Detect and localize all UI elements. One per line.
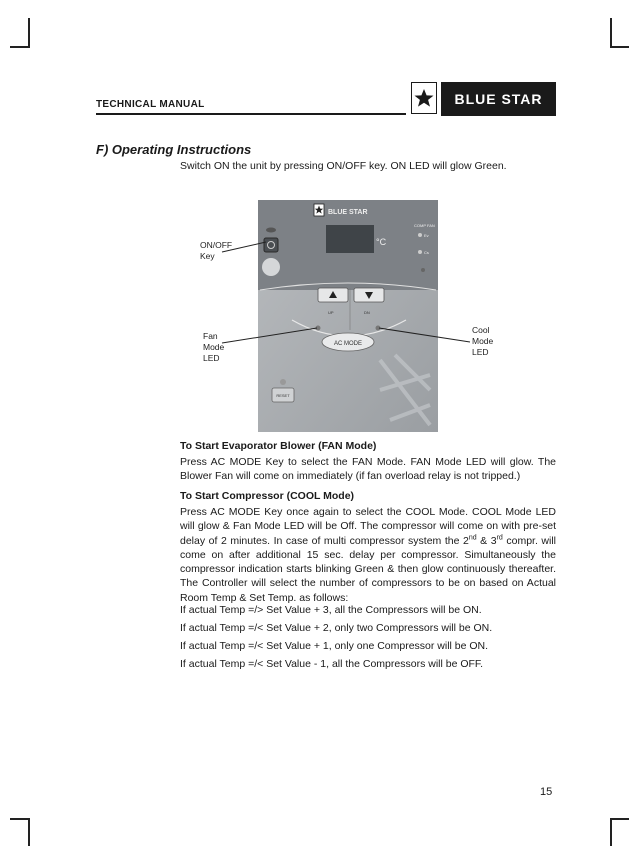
ev-led-icon [418, 233, 422, 237]
fan-mode-text: Press AC MODE Key to select the FAN Mode. FAN Mode LED will glow. The Blower Fan will come on immediately (if fan overload relay is not tripped.) [180, 456, 556, 483]
round-button [262, 258, 280, 276]
intro-text: Switch ON the unit by pressing ON/OFF key. ON LED will glow Green. [180, 160, 507, 172]
manual-title: TECHNICAL MANUAL [96, 99, 205, 110]
cs-led-icon [418, 250, 422, 254]
cool-mode-heading: To Start Compressor (COOL Mode) [180, 490, 355, 502]
panel-brand: BLUE STAR [328, 209, 368, 216]
reset-label: RESET [276, 393, 290, 398]
status-led-icon [421, 268, 425, 272]
crop-mark [28, 18, 30, 48]
dn-label: DN [364, 310, 370, 315]
ev-label: Ev [424, 233, 429, 238]
fan-callout: Fan Mode LED [203, 331, 225, 363]
temp-unit: °C [376, 237, 387, 247]
onoff-callout: ON/OFF Key [200, 240, 233, 261]
fan-mode-heading: To Start Evaporator Blower (FAN Mode) [180, 440, 377, 452]
crop-mark [611, 46, 629, 48]
controller-panel-image [180, 190, 556, 432]
ac-mode-label: AC MODE [333, 341, 363, 347]
section-title: F) Operating Instructions [96, 142, 252, 157]
comp-fan-label: COMP FAN [414, 223, 435, 228]
brand-logo [411, 82, 556, 116]
cs-label: Cs [424, 250, 429, 255]
compressor-rule: If actual Temp =/< Set Value + 2, only two Compressors will be ON. [180, 622, 493, 634]
crop-mark [10, 818, 28, 820]
compressor-rule: If actual Temp =/> Set Value + 3, all the Compressors will be ON. [180, 604, 482, 616]
crop-mark [610, 18, 612, 48]
display-window [326, 225, 374, 253]
cool-callout: Cool Mode LED [472, 325, 494, 357]
reset-led-icon [280, 379, 286, 385]
onoff-key [264, 238, 278, 252]
crop-mark [610, 818, 612, 846]
up-label: UP [328, 310, 334, 315]
compressor-rule: If actual Temp =/< Set Value + 1, only one Compressor will be ON. [180, 640, 489, 652]
crop-mark [28, 818, 30, 846]
crop-mark [611, 818, 629, 820]
top-led-icon [266, 228, 276, 233]
header-rule [96, 113, 406, 115]
crop-mark [10, 46, 28, 48]
compressor-rule: If actual Temp =/< Set Value - 1, all the Compressors will be OFF. [180, 658, 484, 670]
brand-name: BLUE STAR [441, 82, 556, 116]
star-icon [411, 82, 437, 114]
cool-mode-text: Press AC MODE Key once again to select the COOL Mode. COOL Mode LED will glow & Fan Mode LED will be Off. The compressor will come on with pre-set delay of 2 minutes. In case of multi compressor system the 2nd & 3rd compr. will come on after additional 15 sec. delay per compressor. Simultaneously the compressor indication starts blinking Green & then glow continuously thereafter. The Controller will select the number of compressors to be on based on Actual Room Temp & Set Temp. as follows: [180, 506, 557, 604]
page-number: 15 [540, 786, 553, 798]
